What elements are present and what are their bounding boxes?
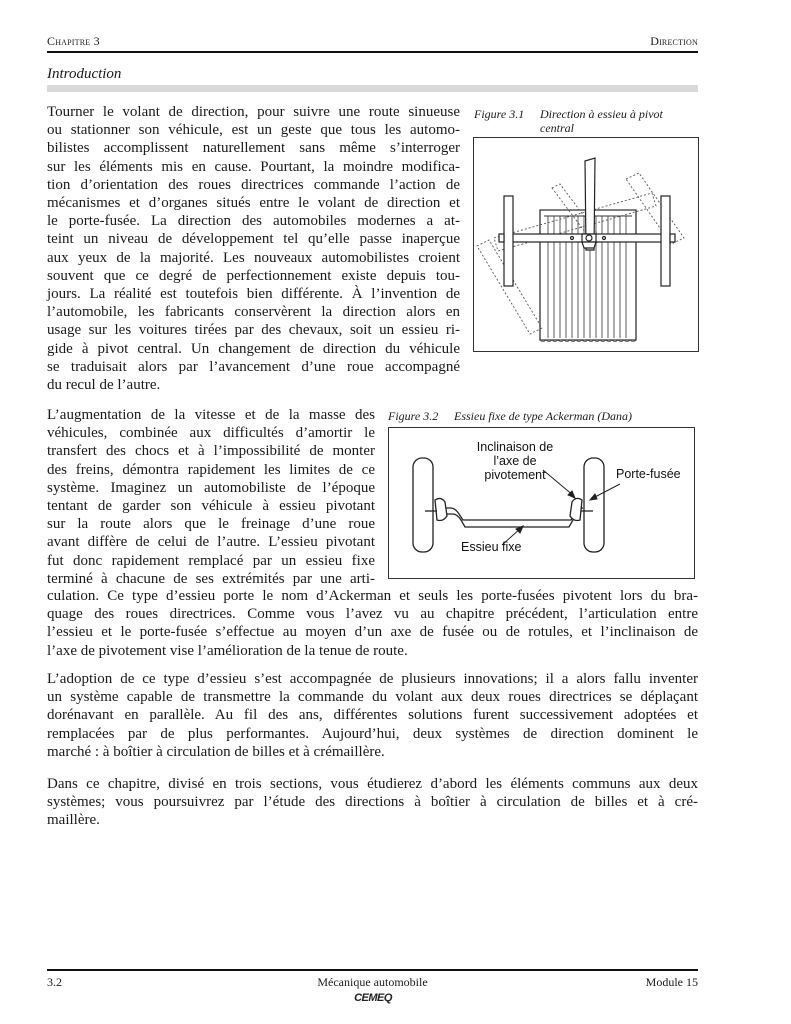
straight-axle	[512, 234, 662, 248]
pivot-axle-illustration	[474, 138, 698, 351]
right-knuckle	[570, 498, 582, 520]
label-inclinaison	[462, 440, 568, 482]
footer-rule	[47, 969, 698, 971]
paragraph-1	[47, 103, 460, 394]
text-line: sur les éléments mis en cause. Pourtant, la moindre modifica-	[47, 158, 460, 175]
text-line: ou stationner son véhicule, est un geste que tous les automo-	[47, 122, 460, 139]
paragraph-2	[47, 406, 375, 588]
text-line: l’essieu et le porte-fusée s’effectue au moyen d’un axe de fusée ou de rotules, et l’inclinaison de	[47, 624, 698, 641]
text-line: transfert des chocs et à l’impossibilité de monter	[47, 443, 375, 460]
text-line: l’axe de pivotement vise l’amélioration de la tenue de route.	[47, 642, 408, 659]
figure-3-1-caption	[474, 107, 699, 135]
fixed-axle-beam	[441, 508, 583, 527]
text-line: marché : à boîtier à circulation de billes et à crémaillère.	[47, 743, 385, 760]
label-essieu-fixe: Essieu fixe	[461, 540, 522, 554]
text-line: L’augmentation de la vitesse et de la masse des	[47, 407, 375, 423]
course-title: Mécanique automobile	[317, 975, 428, 989]
text-line: avant diffère de celui de l’autre. L’essieu pivotant	[47, 534, 375, 551]
text-line: l’automobile, les fabricants conservèrent la direction alors en	[47, 304, 460, 321]
running-head	[47, 34, 698, 50]
figure-title: Essieu fixe de type Ackerman (Dana)	[454, 409, 633, 423]
label-line: Inclinaison de	[476, 440, 554, 454]
text-line: gide à pivot central. Un changement de direction du véhicule	[47, 340, 460, 357]
text-line: dorénavant en parallèle. Au fil des ans, différentes solutions furent successivement adoptées et	[47, 707, 698, 724]
paragraph-2-continued	[47, 587, 698, 660]
figure-title: Direction à essieu à pivot	[540, 107, 663, 121]
text-line: système. Imaginez un automobiliste de l’époque	[47, 479, 375, 496]
paragraph-3	[47, 670, 698, 761]
text-line: quage des roues directrices. Comme vous l’avez vu au chapitre précédent, l’articulation entre	[47, 606, 698, 623]
figure-3-1-pivot-axle-drawing	[473, 137, 699, 352]
text-line: Tourner le volant de direction, pour suivre une route sinueuse	[47, 104, 460, 120]
figure-3-2-ackerman-axle-drawing	[388, 427, 695, 579]
text-line: se traduisait alors par l’avancement d’une roue accompagné	[47, 358, 460, 375]
text-line: culation. Ce type d’essieu porte le nom d’Ackerman et seuls les porte-fusées pivotent lors du bra-	[47, 588, 698, 604]
paragraph-4	[47, 775, 698, 830]
text-line: jours. La réalité est toutefois bien différente. À l’invention de	[47, 286, 460, 303]
label-porte-fusee: Porte-fusée	[616, 467, 681, 481]
text-line: L’adoption de ce type d’essieu s’est accompagnée de plusieurs innovations; il a alors fallu inventer	[47, 671, 698, 687]
section-label: Direction	[650, 34, 698, 48]
text-line: du recul de l’autre.	[47, 377, 161, 394]
label-line: l’axe de pivotement	[484, 454, 546, 482]
text-line: souvent que ce degré de perfectionnement existe depuis tou-	[47, 267, 460, 284]
right-wheel	[584, 458, 604, 552]
text-line: Dans ce chapitre, divisé en trois sections, vous étudierez d’abord les éléments communs aux deux	[47, 776, 698, 792]
text-line: des freins, démontra rapidement les limites de ce	[47, 461, 375, 478]
text-line: teint un niveau de développement tel qu’elle passe inaperçue	[47, 231, 460, 248]
module-label: Module 15	[645, 975, 698, 989]
figure-number: Figure 3.2	[388, 409, 439, 423]
left-knuckle	[435, 498, 447, 520]
figure-number: Figure 3.1	[474, 107, 525, 121]
left-wheel	[413, 458, 433, 552]
section-title: Introduction	[47, 66, 122, 82]
text-line: maillère.	[47, 812, 100, 829]
chapter-label: Chapitre 3	[47, 34, 100, 48]
text-line: systèmes; vous poursuivrez par l’étude des directions à boîtier à circulation de billes et à cré-	[47, 794, 698, 811]
text-line: remplacées par de plus performantes. Aujourd’hui, deux systèmes de direction dominent le	[47, 725, 698, 742]
text-line: mécanismes et d’organes situés entre le volant de direction et	[47, 195, 460, 212]
text-line: tentant de garder son véhicule à essieu pivotant	[47, 498, 375, 515]
text-line: tion d’orientation des roues directrices commande l’action de	[47, 176, 460, 193]
cemeq-logo: CEMEQ	[354, 992, 392, 1004]
text-line: fut donc rapidement remplacé par un essieu fixe	[47, 552, 375, 569]
text-line: aux yeux de la majorité. Les nouveaux automobilistes croient	[47, 249, 460, 266]
text-line: terminé à chacune de ses extrémités par une arti-	[47, 570, 375, 587]
figure-title-cont: central	[540, 121, 574, 135]
page-footer	[47, 975, 698, 991]
text-line: un système capable de transmettre la commande du volant aux deux roues directrices se déplaçant	[47, 689, 698, 706]
text-line: bilistes accomplissent naturellement sans même s’interroger	[47, 140, 460, 157]
page-number: 3.2	[47, 975, 62, 989]
figure-3-2-caption	[388, 409, 708, 423]
text-line: le porte-fusée. La direction des automobiles modernes a at-	[47, 213, 460, 230]
text-line: usage sur les voitures tirées par des chevaux, soit un essieu ri-	[47, 322, 460, 339]
text-line: véhicules, combinée aux difficultés d’amortir le	[47, 425, 375, 442]
section-title-bar	[47, 85, 698, 92]
text-line: sur la route alors que le freinage d’une roue	[47, 516, 375, 533]
header-rule	[47, 51, 698, 53]
